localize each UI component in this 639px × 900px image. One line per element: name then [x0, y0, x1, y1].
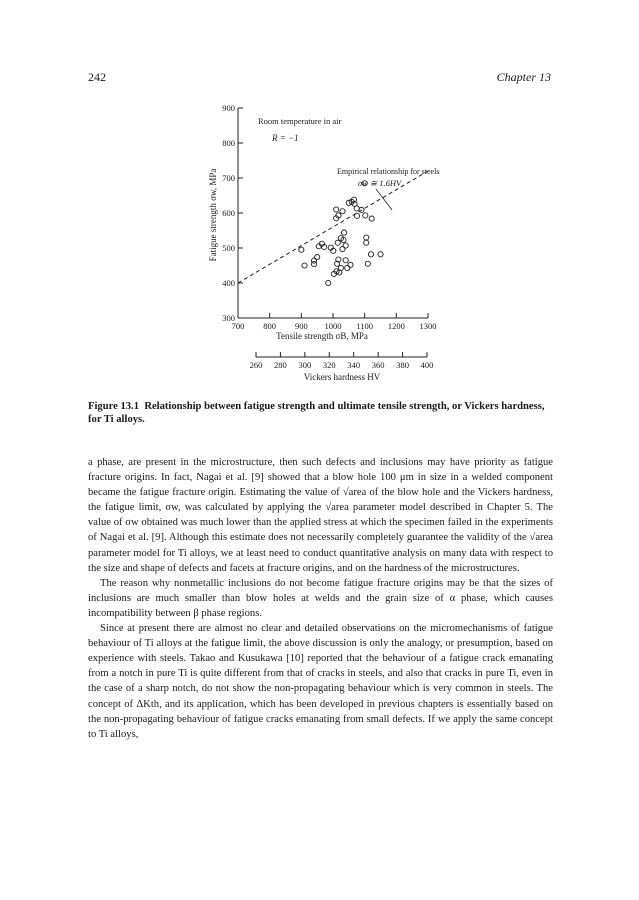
caption-text: Relationship between fatigue strength and ultimate tensile strength, or Vickers hardness, for Ti alloys. — [88, 401, 545, 425]
x-axis-title: Tensile strength σB, MPa — [276, 331, 368, 341]
data-point — [341, 230, 346, 235]
data-point — [368, 252, 373, 257]
body-text — [88, 455, 553, 742]
x-tick-label: 1200 — [387, 321, 405, 331]
data-point — [378, 252, 383, 257]
y-tick-label: 400 — [222, 278, 235, 288]
data-points — [299, 181, 383, 286]
y-tick-label: 600 — [222, 208, 235, 218]
x-tick-label: 1000 — [324, 321, 342, 331]
annotation-room-temperature: Room temperature in air — [258, 116, 342, 126]
data-point — [364, 240, 369, 245]
data-point — [299, 247, 304, 252]
figure-caption — [88, 400, 553, 426]
x-tick-label: 900 — [294, 321, 308, 331]
secondary-tick-label: 400 — [420, 360, 434, 370]
annotation-r-ratio: R = −1 — [272, 133, 299, 143]
page-number: 242 — [88, 70, 106, 84]
data-point — [334, 207, 339, 212]
data-point — [369, 216, 374, 221]
secondary-tick-label: 340 — [347, 360, 361, 370]
running-head: Chapter 13 — [496, 70, 551, 84]
data-point — [335, 240, 340, 245]
y-axis-title: Fatigue strength σw, MPa — [208, 168, 218, 262]
data-point — [354, 213, 359, 218]
data-point — [311, 262, 316, 267]
data-point — [340, 209, 345, 214]
data-point — [348, 262, 353, 267]
chart-labels — [208, 116, 439, 341]
x-tick-label: 1100 — [356, 321, 374, 331]
annotation-empirical-equation: σw ≅ 1.6HV — [358, 178, 402, 188]
x-tick-label: 700 — [231, 321, 245, 331]
y-tick-label: 900 — [222, 103, 235, 113]
data-point — [343, 258, 348, 263]
data-point — [343, 243, 348, 248]
data-point — [364, 235, 369, 240]
y-tick-label: 500 — [222, 243, 235, 253]
paragraph: The reason why nonmetallic inclusions do not become fatigue fracture origins may be that the sizes of inclusions are much smaller than blow holes at welds and the grain size of α phase, which causes incompatibility between β phase regions. — [88, 577, 553, 619]
x-tick-label: 1300 — [419, 321, 437, 331]
secondary-tick-label: 320 — [322, 360, 336, 370]
annotation-pointer — [376, 189, 392, 210]
paragraph: a phase, are present in the microstructure, then such defects and inclusions may have priority as fatigue fracture origins. In fact, Nagai et al. [9] showed that a blow hole 100 μm in size in a welded component became the fatigue fracture origin. Estimating the value of √area of the blow hole and the Vickers hardness, the fatigue limit, σw, was calculated by applying the √area parameter model described in Chapter 5. The value of σw obtained was much lower than the applied stress at which the specimen failed in the experiments of Nagai et al. [9]. Although this estimate does not necessarily completely guarantee the validity of the √area parameter model for Ti alloys, we at least need to conduct quantitative analysis on many data with respect to the size and shape of defects and facets at fracture origins, and on the hardness of the microstructures. — [88, 457, 553, 574]
data-point — [326, 280, 331, 285]
data-point — [363, 213, 368, 218]
annotation-empirical-relationship: Empirical relationship for steels — [337, 167, 440, 176]
secondary-tick-label: 260 — [249, 360, 263, 370]
data-point — [345, 265, 350, 270]
secondary-tick-label: 380 — [396, 360, 409, 370]
secondary-tick-label: 280 — [274, 360, 287, 370]
data-point — [302, 263, 307, 268]
figure-13-1-scatter-chart — [0, 0, 639, 400]
vickers-hardness-axis — [250, 352, 434, 382]
y-tick-label: 300 — [222, 313, 235, 323]
caption-label: Figure 13.1 — [88, 401, 140, 412]
y-tick-label: 700 — [222, 173, 235, 183]
secondary-axis-title: Vickers hardness HV — [303, 372, 381, 382]
data-point — [365, 261, 370, 266]
secondary-tick-label: 300 — [298, 360, 312, 370]
y-tick-label: 800 — [222, 138, 235, 148]
secondary-tick-label: 360 — [371, 360, 385, 370]
x-tick-label: 800 — [263, 321, 277, 331]
paragraph: Since at present there are almost no clear and detailed observations on the micromechanisms of fatigue behaviour of Ti alloys at the fatigue limit, the above discussion is only the analogy, or presumption, based on experience with steels. Takao and Kusukawa [10] reported that the behaviour of a fatigue crack emanating from a notch in pure Ti is quite different from that of cracks in steels, and also that cracks in pure Ti, even in the case of a sharp notch, do not show the non-propagating behaviour which is very common in steels. The concept of ΔKth, and its application, which has been developed in previous chapters is essentially based on the non-propagating behaviour of fatigue cracks emanating from small defects. If we apply the same concept to Ti alloys, — [88, 623, 553, 740]
chart-axes — [222, 103, 436, 331]
